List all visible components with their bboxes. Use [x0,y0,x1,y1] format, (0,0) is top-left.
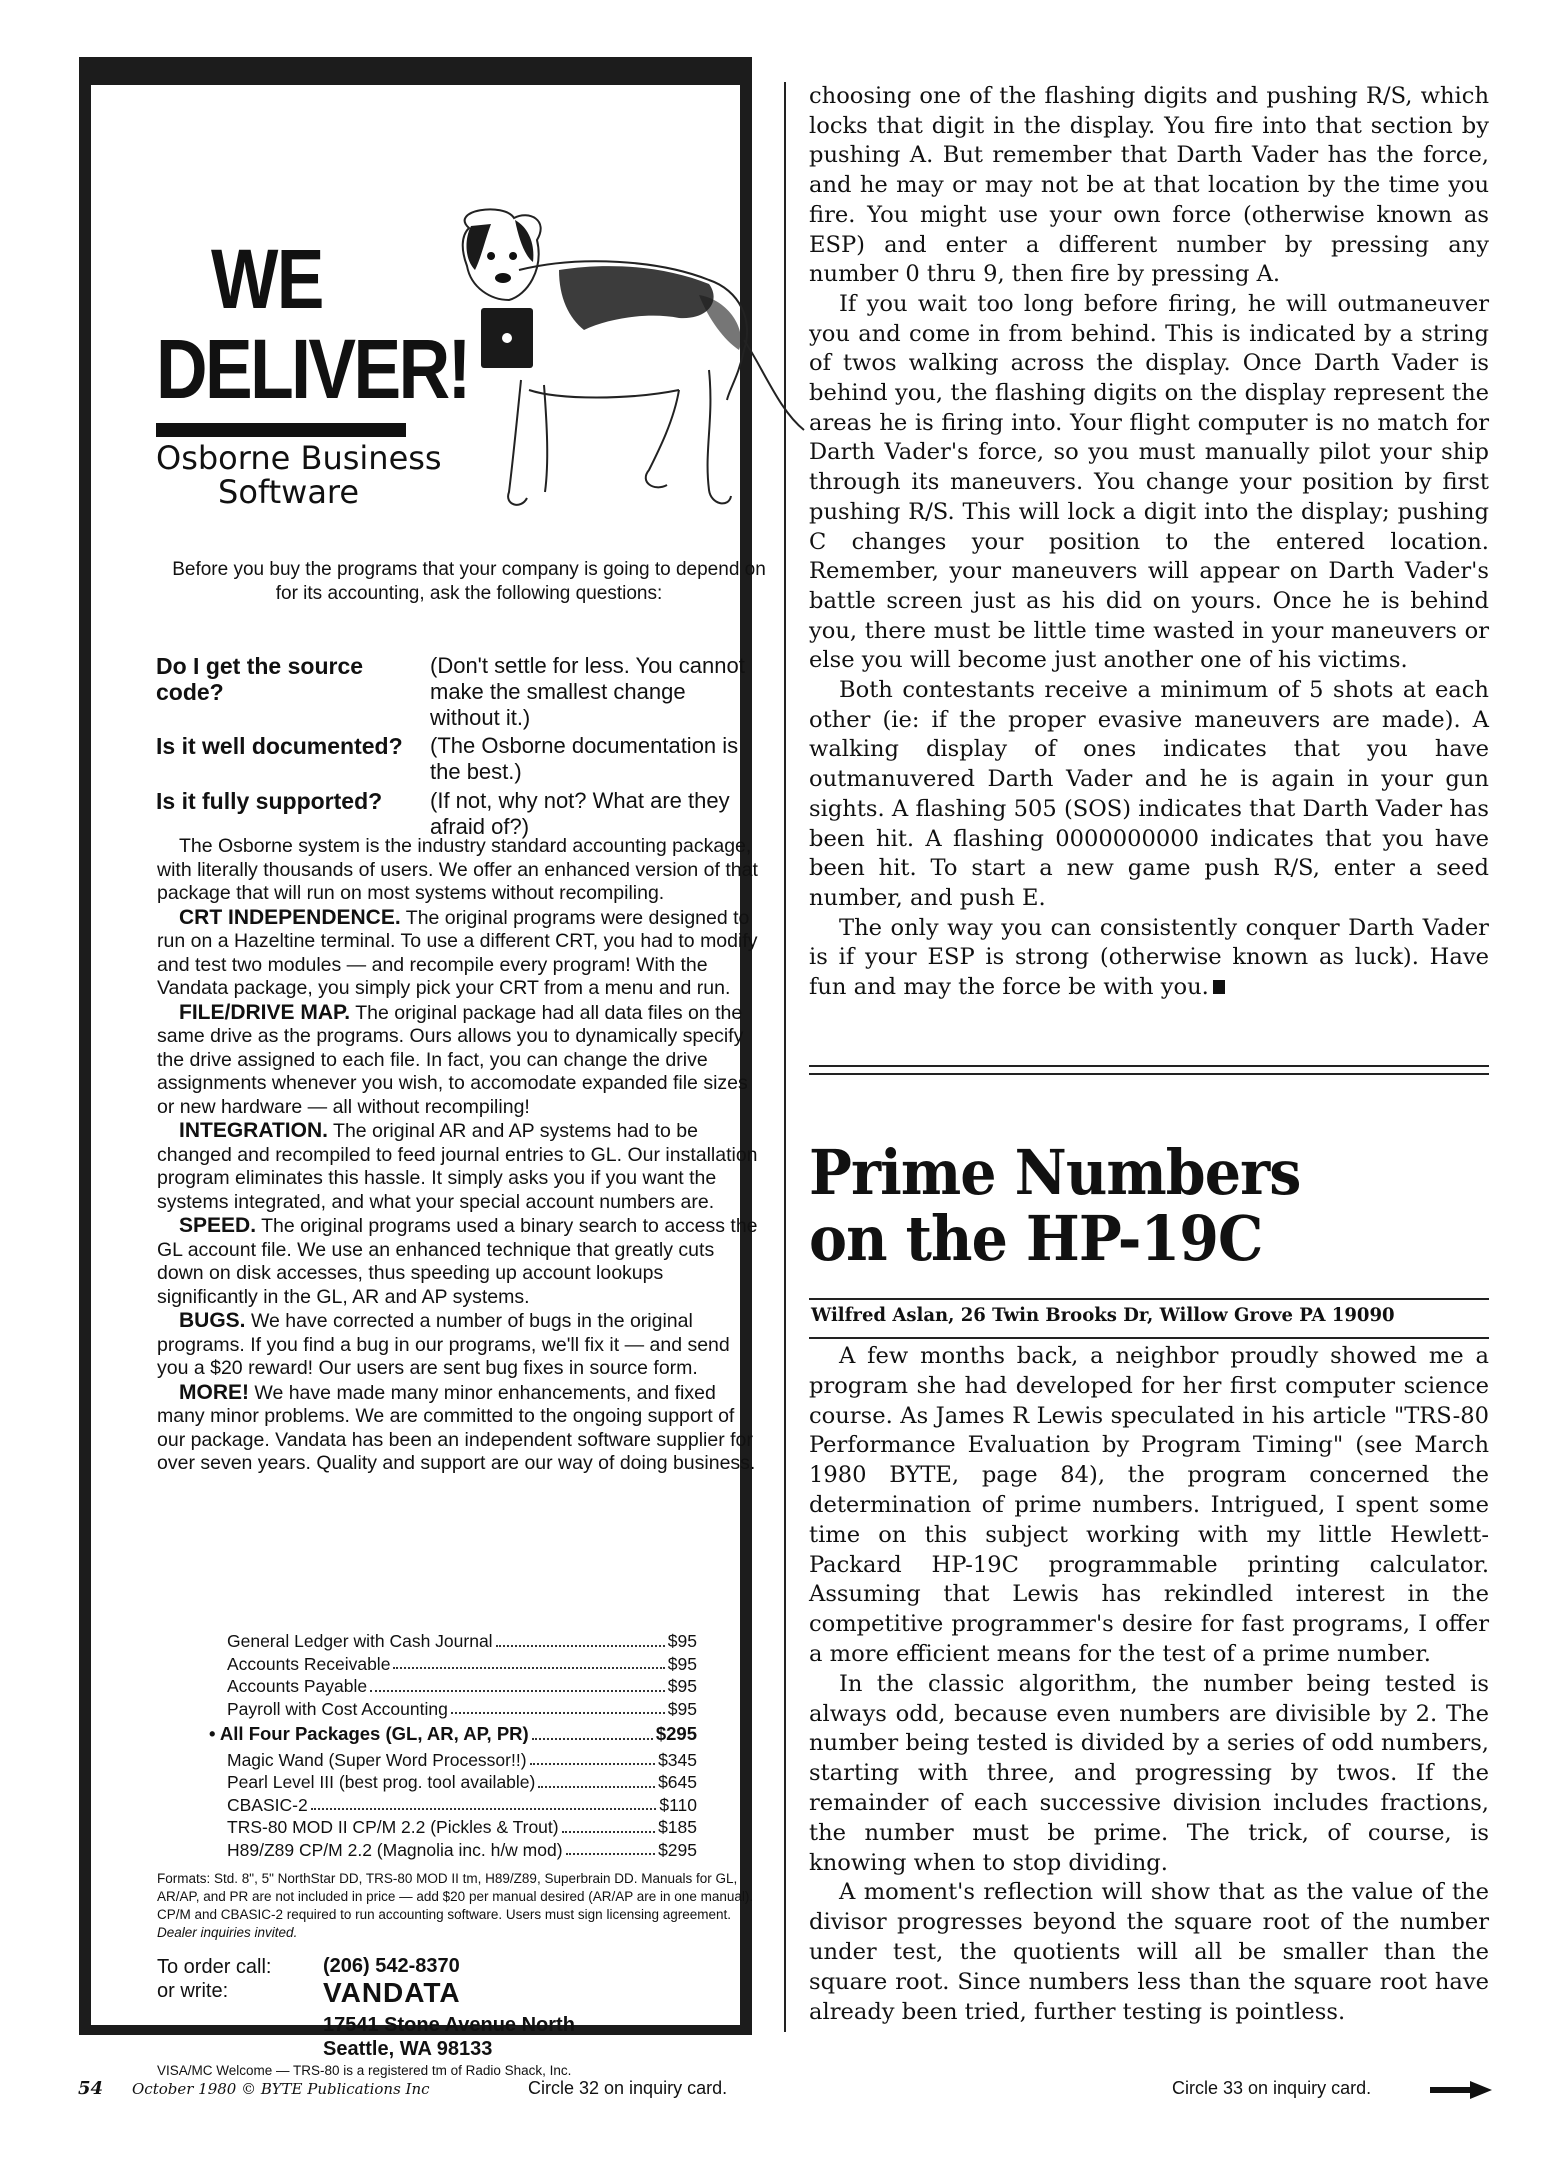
article-text [809,1342,1489,2027]
ad-headline-bar [156,423,406,437]
price-item-price: $110 [659,1794,697,1815]
section-text: The original AR and AP systems had to be changed and recompiled to feed journal entries to GL. Our installation program eliminates this hassle. It simply asks you if you want the systems integrated, and what your special account numbers are. [157,1120,758,1213]
price-item-name: Payroll with Cost Accounting [227,1698,448,1719]
price-row [227,1698,697,1721]
ad-headline-deliver: DELIVER! [156,322,469,416]
price-row [227,1675,697,1698]
paragraph: If you wait too long before firing, he will outmaneuver you and come in from behind. This is indicated by a string of twos walking across the display. Once Darth Vader is behind you, the flashing digits on the display represent the areas he is firing into. Your flight computer is no match for Darth Vader's force, so you must manually pilot your ship through its maneuvers. You change your position by first pushing R/S. This will lock a digit into the display; pushing C changes your position to the entered location. Remember, your maneuvers will appear on Darth Vader's battle screen just as his did on yours. Once he is behind you, there must be little time wasted in your maneuvers or else you will become just another one of his victims. [809,290,1489,674]
price-item-name: Accounts Receivable [227,1653,391,1674]
end-mark-icon [1213,980,1225,994]
address-line-2: Seattle, WA 98133 [323,2038,493,2060]
address-line-1: 17541 Stone Avenue North [323,2014,575,2036]
article-title [809,1136,1301,1275]
order-write-label: or write: [157,1980,229,2002]
price-item-name: General Ledger with Cash Journal [227,1631,493,1651]
price-item-price: $645 [658,1772,697,1792]
ad-body-intro: The Osborne system is the industry standard accounting package, with literally thousands of users. We offer an enhanced version of that package that will run on most systems without recompiling. [157,835,758,904]
paragraph: A moment's reflection will show that as the value of the divisor progresses beyond the square root of the number under test, the quotients will all be smaller than the square root. Since numbers less than the square root have already been tried, further testing is pointless. [809,1879,1489,2025]
price-row [227,1630,697,1653]
price-row [227,1749,697,1772]
section-heading: BUGS. [179,1309,246,1332]
paragraph: In the classic algorithm, the number being tested is always odd, because even numbers are divisible by 2. The number being tested is divided by a series of odd numbers, starting with three, and progressing by twos. If the remainder of each successive division includes fractions, the number must be prime. The trick, of course, is knowing when to stop dividing. [809,1670,1489,1876]
price-item-name: CBASIC-2 [227,1794,308,1815]
price-item-name: TRS-80 MOD II CP/M 2.2 (Pickles & Trout) [227,1817,559,1837]
price-item-price: $95 [667,1676,697,1696]
price-item-price: $95 [667,1653,697,1674]
inquiry-card-32: Circle 32 on inquiry card. [528,2078,728,2098]
byline-rule-bottom [809,1337,1489,1339]
section-text: We have corrected a number of bugs in the original programs. If you find a bug in our programs, we'll fix it — and send you a $20 reward! Our users are sent bug fixes in source form. [157,1310,730,1379]
page-number: 54 [78,2078,104,2099]
price-row [227,1816,697,1839]
ad-intro-text: Before you buy the programs that your company is going to depend on for its accounting, ask the following questions: [172,559,766,604]
section-text: We have made many minor enhancements, and fixed many minor problems. We are committed to the ongoing support of our package. Vandata has been an independent software supplier for over seven years. Quality and support are our way of doing business. [157,1381,756,1474]
price-row [227,1653,697,1676]
price-item-price: $185 [658,1817,697,1837]
price-row-bundle [209,1723,697,1746]
vandata-advertisement [79,57,766,2078]
inquiry-card-33: Circle 33 on inquiry card. [1172,2078,1372,2098]
answer-text: (If not, why not? What are they afraid of?) [430,788,730,839]
section-heading: CRT INDEPENDENCE. [179,905,401,929]
article-title-line-2: on the HP-19C [809,1202,1263,1275]
issue-date: October 1980 © BYTE Publications Inc [132,2080,430,2098]
price-item-price: $95 [667,1698,697,1719]
ad-brand-line-1: Osborne Business [156,439,442,477]
section-text: The original package had all data files on the same drive as the programs. Ours allows you to dynamically specify the drive assigned to each file. In fact, you can change the drive assignments whenever you wish, to accomodate expanded file sizes or new hardware — all without recompiling! [157,1001,748,1118]
question-text: Is it well documented? [156,733,403,759]
byline-rule-top [809,1298,1489,1300]
section-text: The original programs used a binary search to access the GL account file. We use an enhanced technique that greatly cuts down on disk accesses, thus speeding up account lookups significantly in the GL, AR and AP systems. [157,1215,758,1308]
price-item-name: H89/Z89 CP/M 2.2 (Magnolia inc. h/w mod) [227,1839,563,1860]
paragraph-text: The only way you can consistently conquer Darth Vader is if your ESP is strong (otherwise known as luck). Have fun and may the force be with you. [809,914,1489,1001]
previous-article-text [809,82,1489,1003]
company-address [323,2013,575,2061]
price-item-name: Accounts Payable [227,1676,368,1696]
question-text: Do I get the source code? [156,653,364,705]
section-heading: SPEED. [179,1214,257,1237]
article-separator-rule [809,1065,1489,1075]
price-item-price: $95 [667,1631,697,1651]
paragraph: A few months back, a neighbor proudly showed me a program she had developed for her first computer science course. As James R Lewis speculated in his article "TRS-80 Performance Evaluation by Program Timing" (see March 1980 BYTE, page 84), the program concerned the determination of prime numbers. Intrigued, I spent some time on this subject working with my little Hewlett-Packard HP-19C programmable printing calculator. Assuming that Lewis has rekindled interest in the competitive programmer's desire for fast programs, I offer a more efficient means for the test of a prime number. [809,1343,1489,1667]
arrow-right-icon [1430,2080,1492,2100]
section-heading: INTEGRATION. [179,1119,328,1142]
column-divider [784,82,786,2032]
section-text: The original programs were designed to run on a Hazeltine terminal. To use a different CRT, you had to modify and test two modules — and recompile every program! With the Vandata package, you simply pick your CRT from a menu and run. [157,906,758,999]
formats-text: Formats: Std. 8", 5" NorthStar DD, TRS-80 MOD II tm, H89/Z89, Superbrain DD. Manuals for GL, AR/AP, and PR are not included in price — add $20 per manual desired (AR/AP are in one manual). CP/M and CBASIC-2 required to run accounting software. Users must sign licensing agreement. [157,1871,754,1922]
price-item-name: Pearl Level III (best prog. tool available) [227,1772,536,1792]
price-row [227,1794,697,1817]
price-item-price: $295 [655,1723,697,1744]
order-call-label: To order call: [157,1956,272,1978]
question-text: Is it fully supported? [156,788,383,814]
article-title-line-1: Prime Numbers [809,1136,1301,1209]
dealer-inquiries: Dealer inquiries invited. [157,1925,298,1940]
paragraph: Both contestants receive a minimum of 5 shots at each other (ie: if the proper evasive maneuvers are made). A walking display of ones indicates that you have outmanuvered Darth Vader and he is again in your gun sights. A flashing 505 (SOS) indicates that Darth Vader has been hit. A flashing 0000000000 indicates that you have been hit. To start a new game push R/S, enter a seed number, and push E. [809,677,1489,911]
answer-text: (Don't settle for less. You cannot make the smallest change without it.) [430,653,745,730]
ad-panel [91,85,766,2078]
price-item-name: • All Four Packages (GL, AR, AP, PR) [209,1723,529,1744]
article-byline: Wilfred Aslan, 26 Twin Brooks Dr, Willow Grove PA 19090 [811,1304,1395,1326]
order-phone: (206) 542-8370 [323,1955,460,1977]
price-item-price: $345 [658,1749,697,1770]
answer-text: (The Osborne documentation is the best.) [430,733,739,784]
section-heading: FILE/DRIVE MAP. [179,1000,351,1024]
st-bernard-dog-illustration [409,200,814,520]
price-item-name: Magic Wand (Super Word Processor!!) [227,1749,527,1770]
paragraph: choosing one of the flashing digits and pushing R/S, which locks that digit in the display. You fire into that section by pushing A. But remember that Darth Vader has the force, and he may or may not be at that location by the time you fire. You might use your own force (otherwise known as ESP) and enter a different number by pressing any number 0 thru 9, then fire by pressing A. [809,83,1489,288]
company-name: VANDATA [323,1977,461,2008]
ad-body-copy [157,835,764,1476]
price-row [227,1771,697,1794]
formats-note [157,1870,764,1942]
visa-note: VISA/MC Welcome — TRS-80 is a registered tm of Radio Shack, Inc. [157,2063,572,2078]
price-item-price: $295 [658,1839,697,1860]
ad-brand-line-2: Software [218,473,360,511]
ad-headline-we: WE [211,232,323,326]
paragraph-last [809,914,1489,1003]
price-list [209,1630,697,1861]
price-row [227,1839,697,1862]
section-heading: MORE! [179,1380,249,1404]
